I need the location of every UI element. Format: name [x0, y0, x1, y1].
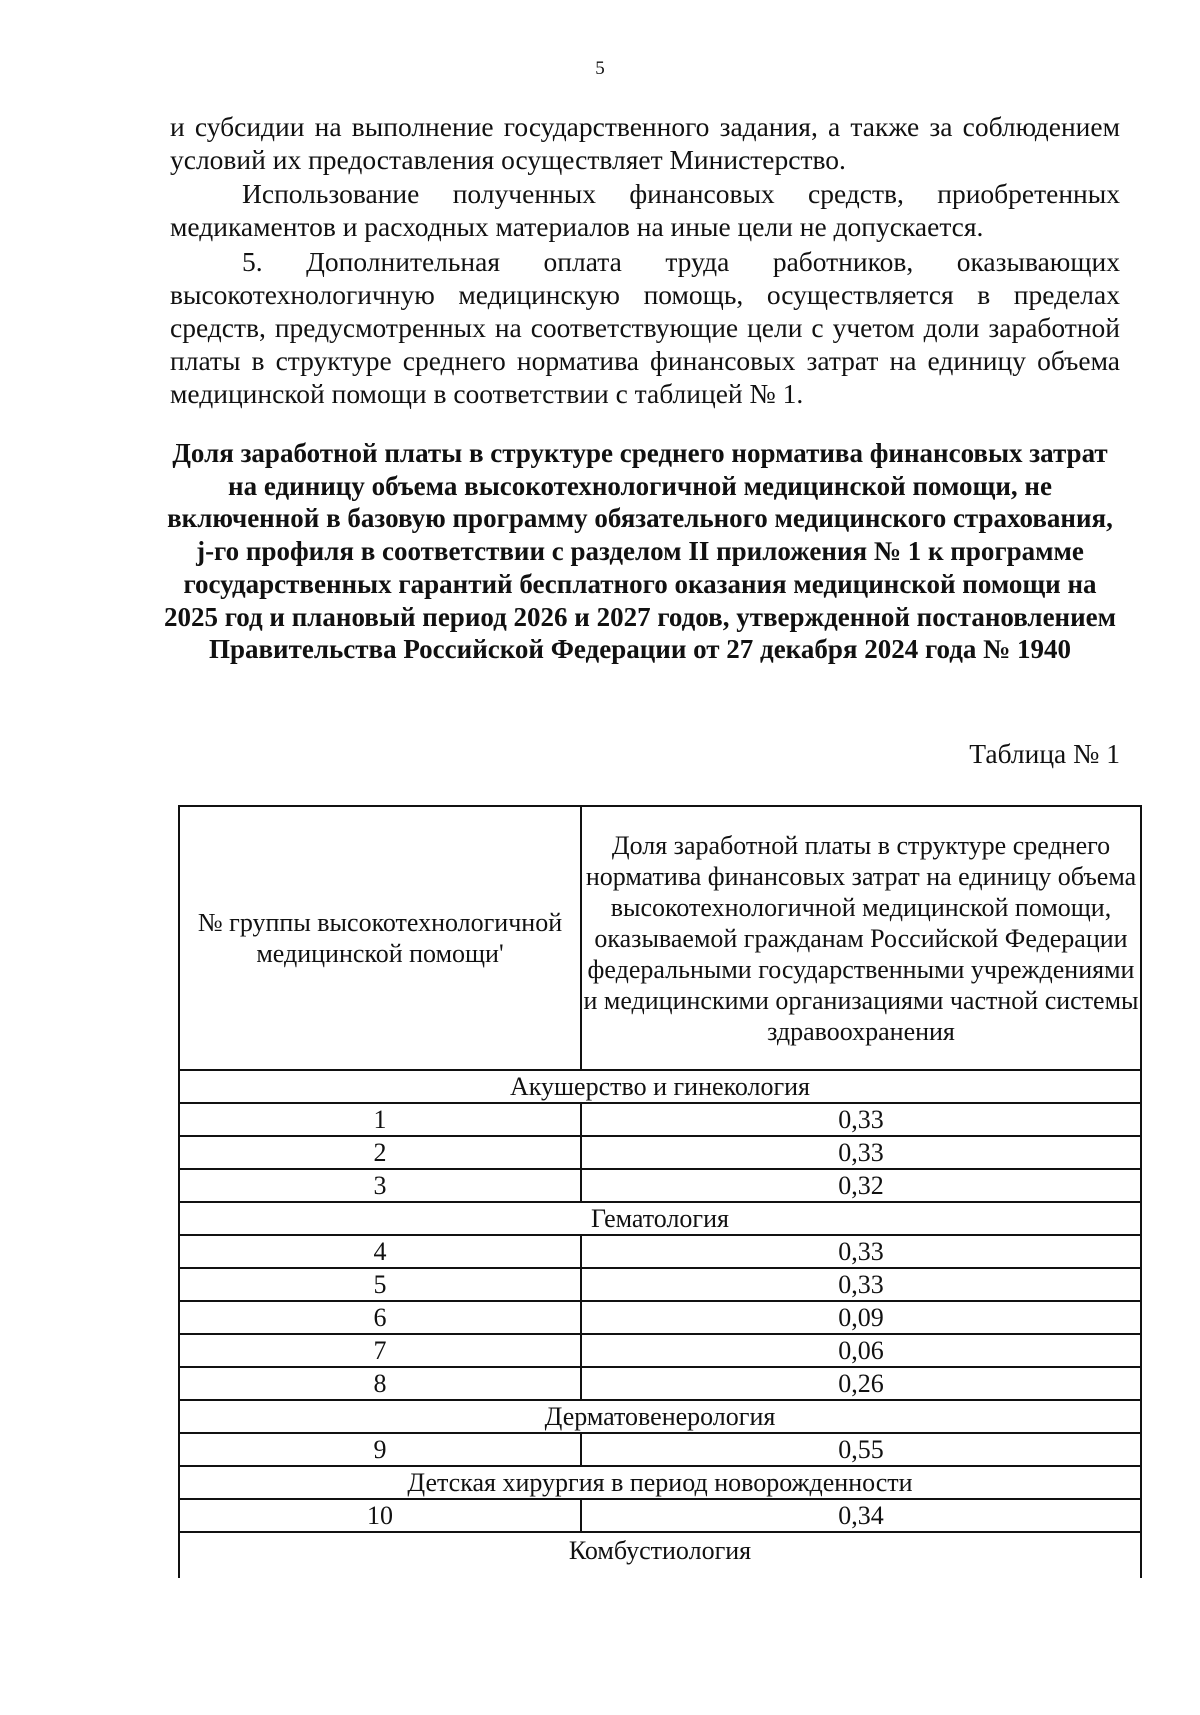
- header-salary-share: Доля заработной платы в структуре среднего норматива финансовых затрат на единицу объема высокотехнологичной медицинской помощи, оказываемой гражданам Российской Федерации федеральными государственными учреждениями и медицинскими организациями частной системы здравоохранения: [581, 806, 1141, 1070]
- salary-share-table: [178, 805, 1142, 1578]
- salary-share-value: 0,33: [581, 1268, 1141, 1301]
- table-heading: Доля заработной платы в структуре среднего норматива финансовых затрат на единицу объема высокотехнологичной медицинской помощи, не включенной в базовую программу обязательного медицинского страхования, j-го профиля в соответствии с разделом II приложения № 1 к программе государственных гарантий бесплатного оказания медицинской помощи на 2025 год и плановый период 2026 и 2027 годов, утвержденной постановлением Правительства Российской Федерации от 27 декабря 2024 года № 1940: [163, 438, 1117, 665]
- group-number: 2: [179, 1136, 581, 1169]
- section-row: [179, 1466, 1141, 1499]
- section-row: [179, 1202, 1141, 1235]
- salary-share-value: 0,32: [581, 1169, 1141, 1202]
- table-row: [179, 1301, 1141, 1334]
- section-title: Гематология: [179, 1202, 1141, 1235]
- salary-share-value: 0,33: [581, 1235, 1141, 1268]
- paragraph-usage-restriction: Использование полученных финансовых средств, приобретенных медикаментов и расходных материалов на иные цели не допускается.: [170, 178, 1120, 242]
- table-row: [179, 1169, 1141, 1202]
- table-row: [179, 1103, 1141, 1136]
- group-number: 5: [179, 1268, 581, 1301]
- group-number: 1: [179, 1103, 581, 1136]
- salary-share-value: 0,26: [581, 1367, 1141, 1400]
- section-row: [179, 1070, 1141, 1103]
- salary-share-value: 0,34: [581, 1499, 1141, 1532]
- table-header-row: [179, 806, 1141, 1070]
- section-title: Акушерство и гинекология: [179, 1070, 1141, 1103]
- paragraph-continuation: и субсидии на выполнение государственного задания, а также за соблюдением условий их предоставления осуществляет Министерство.: [170, 111, 1120, 175]
- header-group-number: № группы высокотехнологичной медицинской помощи': [179, 806, 581, 1070]
- table-row: [179, 1268, 1141, 1301]
- section-title: Дерматовенерология: [179, 1400, 1141, 1433]
- section-row: [179, 1532, 1141, 1578]
- salary-share-value: 0,55: [581, 1433, 1141, 1466]
- group-number: 9: [179, 1433, 581, 1466]
- group-number: 10: [179, 1499, 581, 1532]
- salary-share-value: 0,33: [581, 1103, 1141, 1136]
- table-row: [179, 1433, 1141, 1466]
- table-row: [179, 1136, 1141, 1169]
- section-title: Комбустиология: [179, 1532, 1141, 1578]
- group-number: 6: [179, 1301, 581, 1334]
- page-number: 5: [595, 58, 605, 79]
- group-number: 7: [179, 1334, 581, 1367]
- salary-share-value: 0,06: [581, 1334, 1141, 1367]
- group-number: 8: [179, 1367, 581, 1400]
- table-row: [179, 1334, 1141, 1367]
- group-number: 4: [179, 1235, 581, 1268]
- section-row: [179, 1400, 1141, 1433]
- table-row: [179, 1235, 1141, 1268]
- salary-share-value: 0,09: [581, 1301, 1141, 1334]
- section-title: Детская хирургия в период новорожденности: [179, 1466, 1141, 1499]
- paragraph-item-5: 5. Дополнительная оплата труда работников, оказывающих высокотехнологичную медицинскую помощь, осуществляется в пределах средств, предусмотренных на соответствующие цели с учетом доли заработной платы в структуре среднего норматива финансовых затрат на единицу объема медицинской помощи в соответствии с таблицей № 1.: [170, 246, 1120, 409]
- salary-share-value: 0,33: [581, 1136, 1141, 1169]
- table-row: [179, 1499, 1141, 1532]
- table-row: [179, 1367, 1141, 1400]
- group-number: 3: [179, 1169, 581, 1202]
- table-label: Таблица № 1: [969, 738, 1120, 769]
